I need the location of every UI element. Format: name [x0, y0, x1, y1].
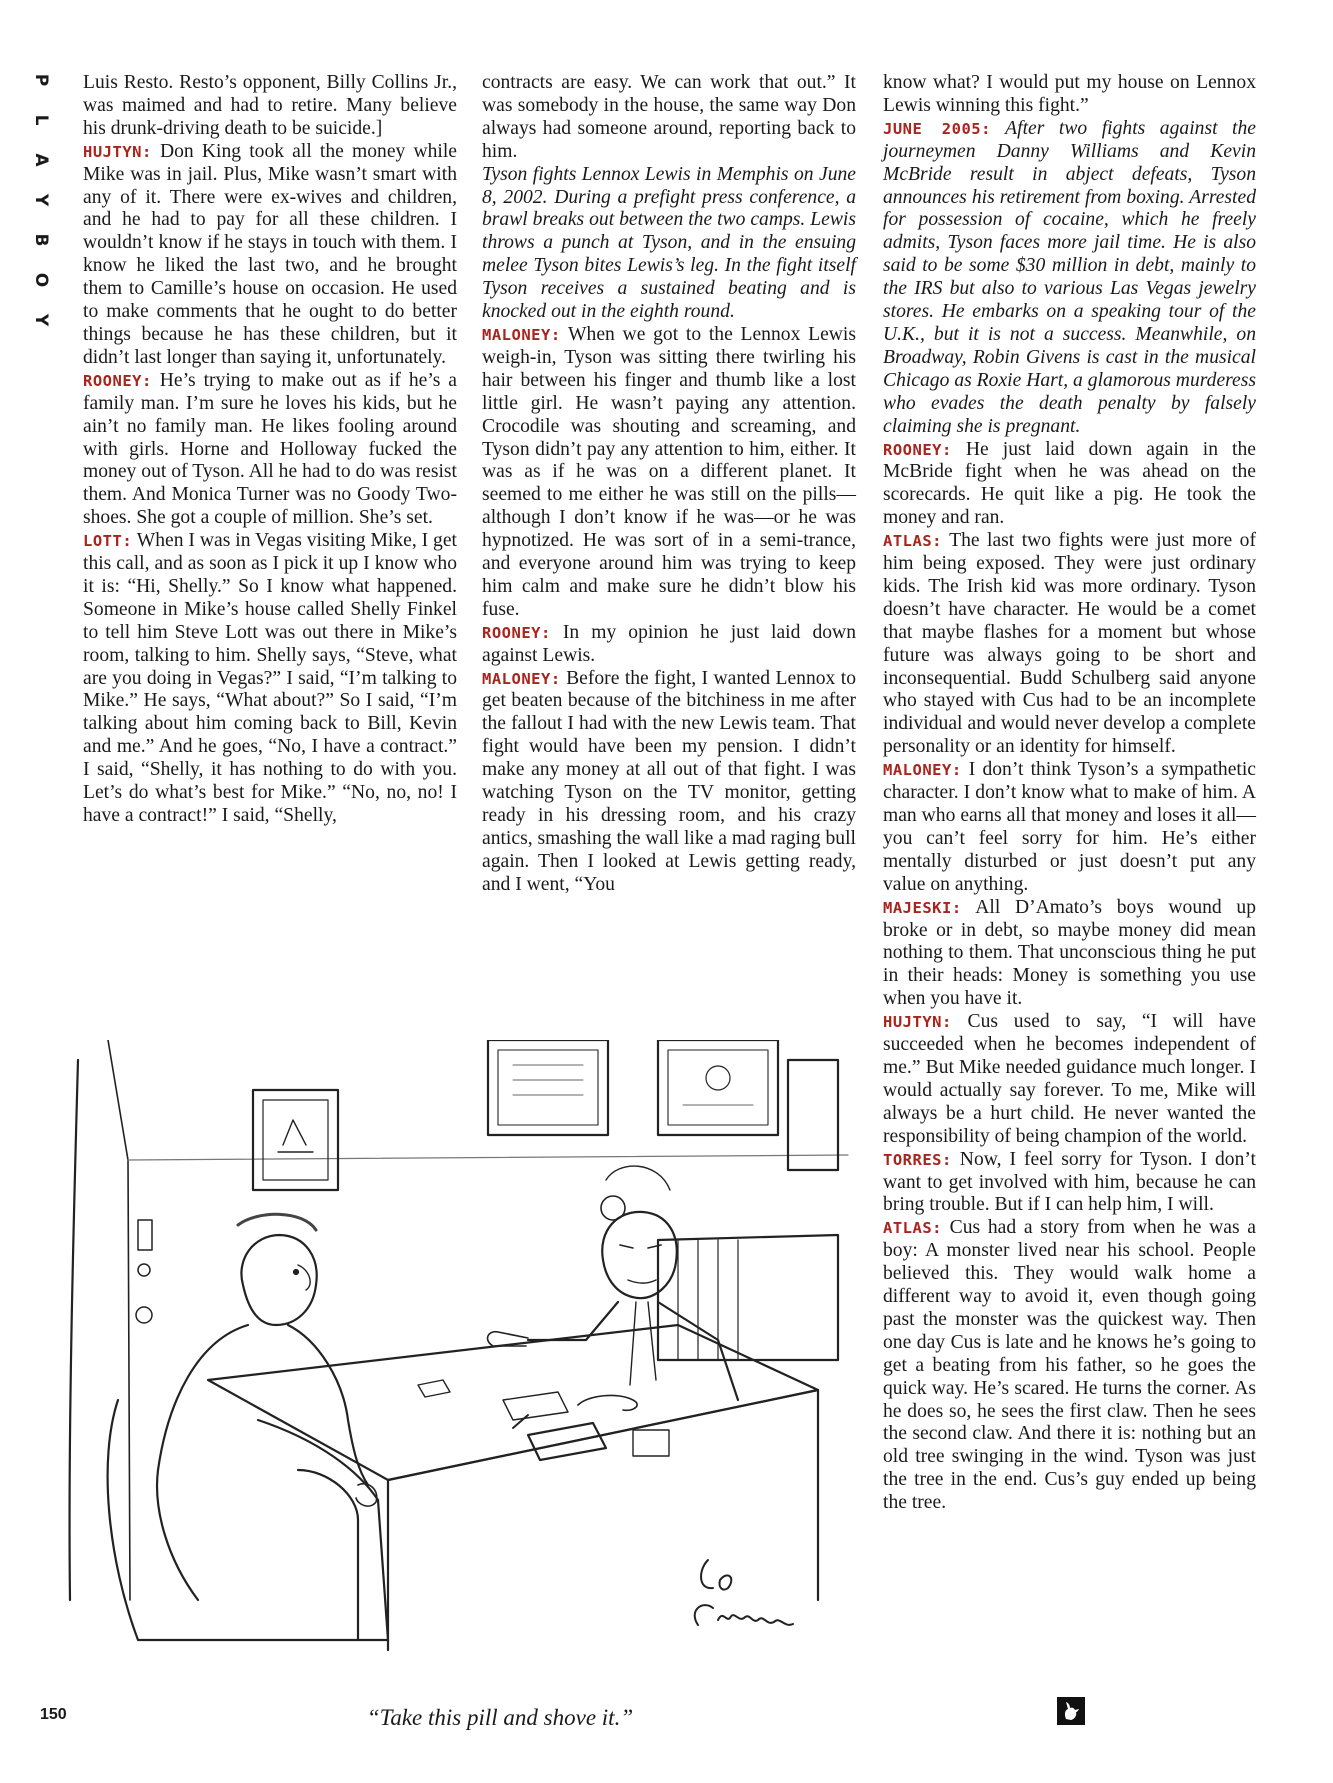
- paragraph: [883, 759, 1256, 896]
- speaker-label: TORRES:: [883, 1150, 952, 1169]
- cartoon-caption: “Take this pill and shove it.”: [366, 1705, 634, 1730]
- speaker-label: MAJESKI:: [883, 898, 962, 917]
- magazine-vertical-title: [30, 70, 52, 350]
- paragraph: [883, 897, 1256, 1012]
- title-letter: L: [31, 114, 51, 126]
- paragraph-text: The last two fights were just more of him being exposed. They were just ordinary kids. The Irish kid was more ordinary. Tyson doesn’t have character. He would be a comet that maybe flashes for a moment but whose future was always going to be short and inconsequential. Budd Schulberg said anyone who stayed with Cus had to be an incomplete individual and would never develop a complete personality or an identity for himself.: [883, 530, 1256, 758]
- title-letter: Y: [31, 193, 51, 207]
- speaker-label: LOTT:: [83, 532, 133, 551]
- date-label: JUNE 2005:: [883, 119, 991, 138]
- narrative-paragraph: [883, 118, 1256, 439]
- paragraph-text: After two fights against the journeymen Danny Williams and Kevin McBride result in abject defeats, Tyson announces his retirement from boxing. Arrested for possession of cocaine, which he freely admits, Tyson faces more jail time. He is also said to be some $30 million in debt, mainly to the IRS but also to various Las Vegas jewelry stores. He embarks on a speaking tour of the U.K., but it is not a success. Meanwhile, on Broadway, Robin Givens is cast in the musical Chicago as Roxie Hart, a glamorous murderess who evades the death penalty by falsely claiming she is pregnant.: [883, 117, 1256, 437]
- speaker-label: MALONEY:: [482, 325, 561, 344]
- playboy-bunny-end-mark-icon: [1057, 1697, 1085, 1725]
- text-column-1: [83, 72, 457, 1008]
- speaker-label: HUJTYN:: [83, 142, 152, 161]
- speaker-label: ATLAS:: [883, 532, 942, 551]
- page-number: 150: [40, 1706, 67, 1723]
- speaker-label: HUJTYN:: [883, 1013, 952, 1032]
- paragraph: [83, 370, 457, 530]
- speaker-label: ROONEY:: [883, 440, 952, 459]
- title-letter: O: [31, 272, 51, 288]
- title-letter: P: [31, 73, 51, 87]
- speaker-label: ATLAS:: [883, 1219, 942, 1238]
- paragraph: [883, 1011, 1256, 1148]
- paragraph-text: Cus used to say, “I will have succeeded when he becomes independent of me.” But Mike needed guidance much longer. I would actually say forever. To me, Mike will always be a hurt child. He never wanted the responsibility of being champion of the world.: [883, 1011, 1256, 1147]
- speaker-label: MALONEY:: [482, 669, 561, 688]
- paragraph-text: He just laid down again in the McBride fight when he was ahead on the scorecards. He quit like a pig. He took the money and ran.: [883, 438, 1256, 529]
- narrative-paragraph: Tyson fights Lennox Lewis in Memphis on June 8, 2002. During a prefight press conference, a brawl breaks out between the two camps. Lewis throws a punch at Tyson, and in the ensuing melee Tyson bites Lewis’s leg. In the fight itself Tyson receives a sustained beating and is knocked out in the eighth round.: [482, 163, 856, 323]
- paragraph-text: When I was in Vegas visiting Mike, I get this call, and as soon as I pick it up I know who it is: “Hi, Shelly.” So I know what happened. Someone in Mike’s house called Shelly Finkel to tell him Steve Lott was out there in Mike’s room, talking to him. Shelly says, “Steve, what are you doing in Vegas?” I said, “I’m talking to Mike.” He says, “What about?” So I said, “I’m talking about him coming back to Bill, Kevin and me.” And he goes, “No, I have a contract.” I said, “Shelly, it has nothing to do with you. Let’s do what’s best for Mike.” “No, no, no! I have a contract!” I said, “Shelly,: [83, 530, 457, 826]
- speaker-label: ROONEY:: [482, 623, 551, 642]
- paragraph-text: Cus had a story from when he was a boy: A monster lived near his school. People believed this. They would walk home a different way to avoid it, even though going past the monster was the quickest way. Then one day Cus is late and he knows he’s going to get a beating from his father, so he goes the quick way. He’s scared. He turns the corner. As he does so, he sees the first claw. Then he sees the second claw. And there it is: nothing but an old tree swinging in the wind. Tyson was just the tree in the end. Cus’s guy ended up being the tree.: [883, 1217, 1256, 1514]
- title-letter: B: [31, 233, 51, 247]
- paragraph: [482, 622, 856, 668]
- title-letter: A: [31, 153, 51, 167]
- paragraph-text: Before the fight, I wanted Lennox to get beaten because of the bitchiness in me after the fallout I had with the new Lewis team. That fight would have been my pension. I didn’t make any money at all out of that fight. I was watching Tyson on the TV monitor, getting ready in his dressing room, and his crazy antics, smashing the wall like a mad raging bull again. Then I looked at Lewis getting ready, and I went, “You: [482, 667, 856, 895]
- paragraph-text: I don’t think Tyson’s a sympathetic character. I don’t know what to make of him. A man who earns all that money and loses it all—you can’t feel sorry for him. He’s either mentally disturbed or just doesn’t put any value on anything.: [883, 759, 1256, 895]
- text-column-2: [482, 72, 856, 1008]
- paragraph-text: He’s trying to make out as if he’s a family man. I’m sure he loves his kids, but he ain’t no family man. He likes fooling around with girls. Horne and Holloway fucked the money out of Tyson. All he had to do was resist them. And Monica Turner was no Goody Two-shoes. She got a couple of million. She’s set.: [83, 369, 457, 529]
- paragraph: [83, 530, 457, 828]
- paragraph-text: Now, I feel sorry for Tyson. I don’t want to get involved with him, because he can bring trouble. But if I can help him, I will.: [883, 1148, 1256, 1216]
- paragraph-text: When we got to the Lennox Lewis weigh-in, Tyson was sitting there twirling his hair between his finger and thumb like a lost little girl. He wasn’t paying any attention. Crocodile was shouting and screaming, and Tyson didn’t pay any attention to him, either. It was as if he was on a different planet. It seemed to me either he was still on the pills—although I don’t know if he was—or he was hypnotized. He was sort of in a semi-trance, and everyone around him was trying to keep him calm and make sure he didn’t blow his fuse.: [482, 323, 856, 620]
- cartoon-illustration: [58, 1040, 858, 1662]
- paragraph: [883, 530, 1256, 759]
- paragraph: [883, 1149, 1256, 1218]
- paragraph: know what? I would put my house on Lennox Lewis winning this fight.”: [883, 72, 1256, 116]
- paragraph: [883, 1217, 1256, 1515]
- paragraph-text: Don King took all the money while Mike was in jail. Plus, Mike wasn’t smart with any of it. There were ex-wives and children, and he had to pay for all these children. I wouldn’t know if he stays in touch with them. I know he liked the last two, and he brought them to Camille’s house on occasion. He used to make comments that he ought to do better things because he has these children, but it didn’t last longer than saying it, unfortunately.: [83, 140, 457, 368]
- paragraph: [482, 668, 856, 897]
- paragraph: [883, 439, 1256, 531]
- title-letter: Y: [31, 313, 51, 327]
- paragraph-text: In my opinion he just laid down against Lewis.: [482, 621, 856, 666]
- speaker-label: MALONEY:: [883, 761, 962, 780]
- paragraph: contracts are easy. We can work that out.” It was somebody in the house, the same way Don always had someone around, reporting back to him.: [482, 72, 856, 162]
- paragraph: Luis Resto. Resto’s opponent, Billy Collins Jr., was maimed and had to retire. Many believe his drunk-driving death to be suicide.]: [83, 72, 457, 139]
- speaker-label: ROONEY:: [83, 371, 152, 390]
- paragraph: [83, 141, 457, 370]
- paragraph-text: All D’Amato’s boys wound up broke or in debt, so maybe money did mean nothing to them. That unconscious thing he put in their heads: Money is something you use when you have it.: [883, 896, 1256, 1010]
- text-column-3: [883, 72, 1256, 1666]
- paragraph: [482, 324, 856, 622]
